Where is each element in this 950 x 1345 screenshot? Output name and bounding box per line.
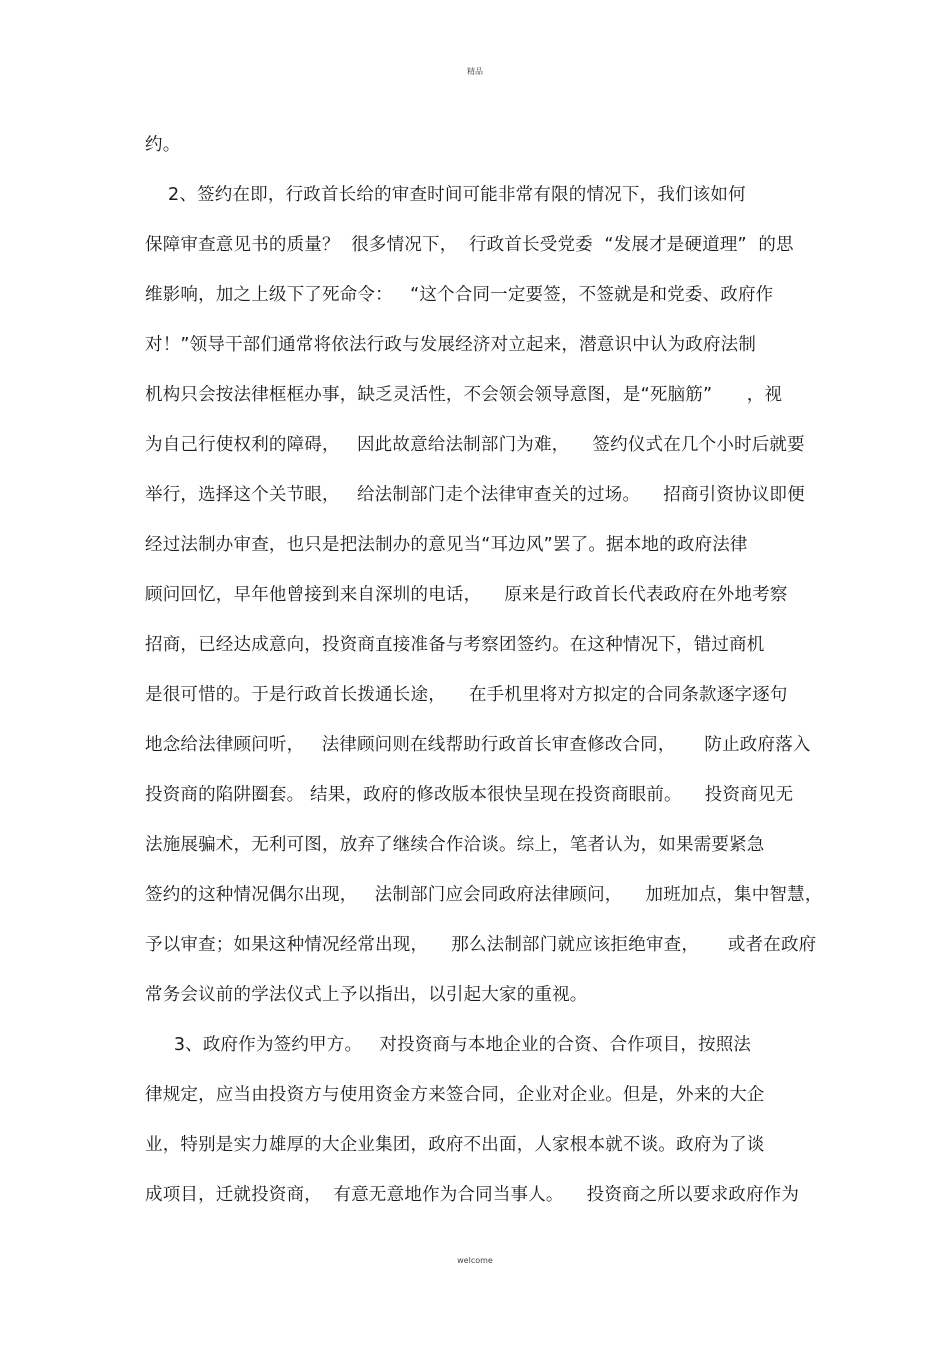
- text-line: 经过法制办审查，也只是把法制办的意见当“耳边风”罢了。据本地的政府法律: [145, 535, 748, 555]
- text-line: 常务会议前的学法仪式上予以指出，以引起大家的重视。: [145, 985, 588, 1005]
- text-line: 地念给法律顾问听， 法律顾问则在线帮助行政首长审查修改合同， 防止政府落入: [145, 735, 811, 755]
- text-line: 为自己行使权利的障碍， 因此故意给法制部门为难， 签约仪式在几个小时后就要: [145, 435, 805, 455]
- text-line: 是很可惜的。于是行政首长拨通长途， 在手机里将对方拟定的合同条款逐字逐句: [145, 685, 788, 705]
- text-line: 对！”领导干部们通常将依法行政与发展经济对立起来，潜意识中认为政府法制: [145, 335, 757, 355]
- text-line: 3、政府作为签约甲方。 对投资商与本地企业的合资、合作项目，按照法: [145, 1035, 752, 1055]
- page-footer: welcome: [457, 1256, 493, 1265]
- text-line: 成项目，迁就投资商， 有意无意地作为合同当事人。 投资商之所以要求政府作为: [145, 1185, 800, 1205]
- text-line: 顾问回忆，早年他曾接到来自深圳的电话， 原来是行政首长代表政府在外地考察: [145, 585, 788, 605]
- text-line: 签约的这种情况偶尔出现， 法制部门应会同政府法律顾问， 加班加点，集中智慧，: [145, 885, 823, 905]
- text-line: 予以审查；如果这种情况经常出现， 那么法制部门就应该拒绝审查， 或者在政府: [145, 935, 817, 955]
- text-line: 维影响，加之上级下了死命令： “这个合同一定要签，不签就是和党委、政府作: [145, 285, 774, 305]
- text-line: 举行，选择这个关节眼， 给法制部门走个法律审查关的过场。 招商引资协议即便: [145, 485, 805, 505]
- text-line: 法施展骗术，无利可图，放弃了继续合作洽谈。综上，笔者认为，如果需要紧急: [145, 835, 765, 855]
- text-line: 招商，已经达成意向，投资商直接准备与考察团签约。在这种情况下，错过商机: [145, 635, 765, 655]
- text-line: 保障审查意见书的质量？ 很多情况下， 行政首长受党委 “发展才是硬道理” 的思: [145, 235, 794, 255]
- text-line: 律规定，应当由投资方与使用资金方来签合同，企业对企业。但是，外来的大企: [145, 1085, 765, 1105]
- text-line: 2、签约在即，行政首长给的审查时间可能非常有限的情况下，我们该如何: [145, 185, 746, 205]
- text-line: 投资商的陷阱圈套。 结果，政府的修改版本很快呈现在投资商眼前。 投资商见无: [145, 785, 794, 805]
- text-line: 业，特别是实力雄厚的大企业集团，政府不出面，人家根本就不谈。政府为了谈: [145, 1135, 765, 1155]
- text-line: 约。: [145, 135, 181, 155]
- page-header: 精品: [467, 67, 483, 76]
- text-line: 机构只会按法律框框办事，缺乏灵活性，不会领会领导意图，是“死脑筋” ，视: [145, 385, 783, 405]
